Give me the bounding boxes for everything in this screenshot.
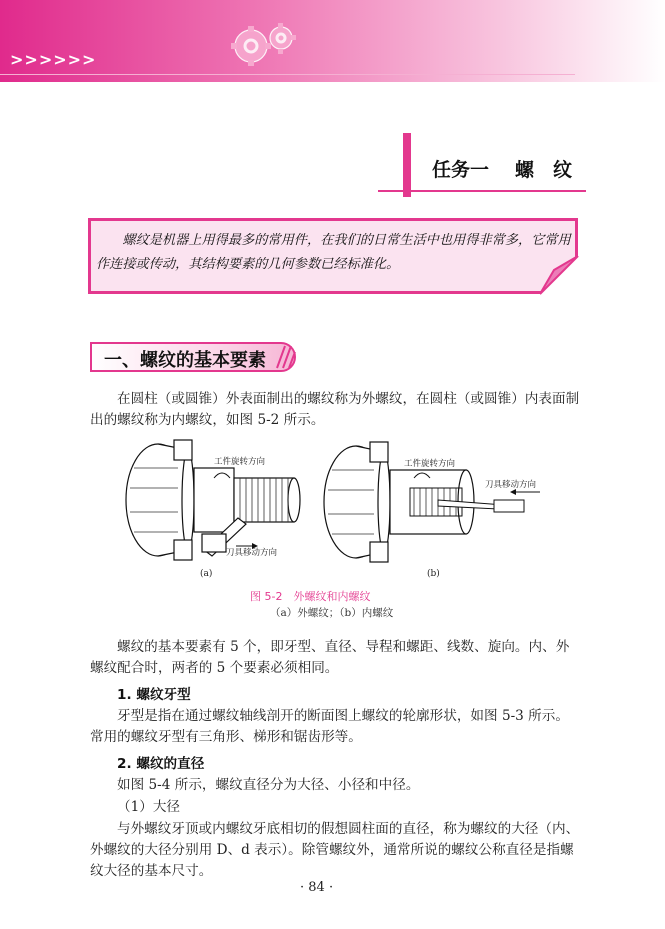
header-divider: [0, 74, 575, 75]
subheading-thread-diameter: 2. 螺纹的直径: [117, 756, 205, 772]
gears-icon: [225, 16, 305, 74]
figure-a-external-thread: [118, 438, 308, 568]
task-underline: [378, 190, 586, 192]
task-name: 螺 纹: [515, 159, 573, 181]
figure-caption: 图 5-2 外螺纹和内螺纹: [250, 590, 371, 603]
task-title: [432, 155, 572, 182]
label-workpiece-rotation-a: 工件旋转方向: [214, 457, 266, 467]
intro-text: 螺纹是机器上用得最多的常用件，在我们的日常生活中也用得非常多，它常用作连接或传动，其结构要素的几何参数已经标准化。: [96, 233, 571, 272]
header-band: [0, 0, 665, 82]
paragraph: 如图 5-4 所示，螺纹直径分为大径、小径和中径。: [117, 777, 420, 793]
label-tool-movement-a: 刀具移动方向: [226, 548, 278, 558]
task-accent-bar: [403, 133, 411, 197]
stripe-decoration: [275, 344, 297, 370]
figure-tag-a: (a): [200, 569, 213, 579]
paragraph: 与外螺纹牙顶或内螺纹牙底相切的假想圆柱面的直径，称为螺纹的大径（内、外螺纹的大径分别用 D、d 表示）。除管螺纹外，通常所说的螺纹公称直径是指螺纹大径的基本尺寸。: [90, 821, 580, 879]
paragraph: 牙型是指在通过螺纹轴线剖开的断面图上螺纹的轮廓形状，如图 5-3 所示。常用的螺纹牙型有三角形、梯形和锯齿形等。: [90, 708, 569, 745]
paragraph: 在圆柱（或圆锥）外表面制出的螺纹称为外螺纹，在圆柱（或圆锥）内表面制出的螺纹称为内螺纹，如图 5-2 所示。: [90, 391, 580, 428]
label-workpiece-rotation-b: 工件旋转方向: [404, 459, 456, 469]
section-title: 一、螺纹的基本要素: [104, 350, 266, 371]
figure-subcaption: （a）外螺纹；（b）内螺纹: [270, 607, 394, 619]
subheading-thread-profile: 1. 螺纹牙型: [117, 687, 191, 703]
task-label: 任务一: [432, 159, 490, 181]
figure-tag-b: (b): [427, 569, 440, 579]
paragraph: 螺纹的基本要素有 5 个，即牙型、直径、导程和螺距、线数、旋向。内、外螺纹配合时，两者的 5 个要素必须相同。: [90, 639, 570, 676]
label-tool-movement-b: 刀具移动方向: [485, 480, 537, 490]
chevrons-decoration: >>>>>>: [10, 50, 97, 69]
page-number: · 84 ·: [300, 880, 334, 895]
subheading-major-diameter: （1）大径: [117, 799, 181, 815]
